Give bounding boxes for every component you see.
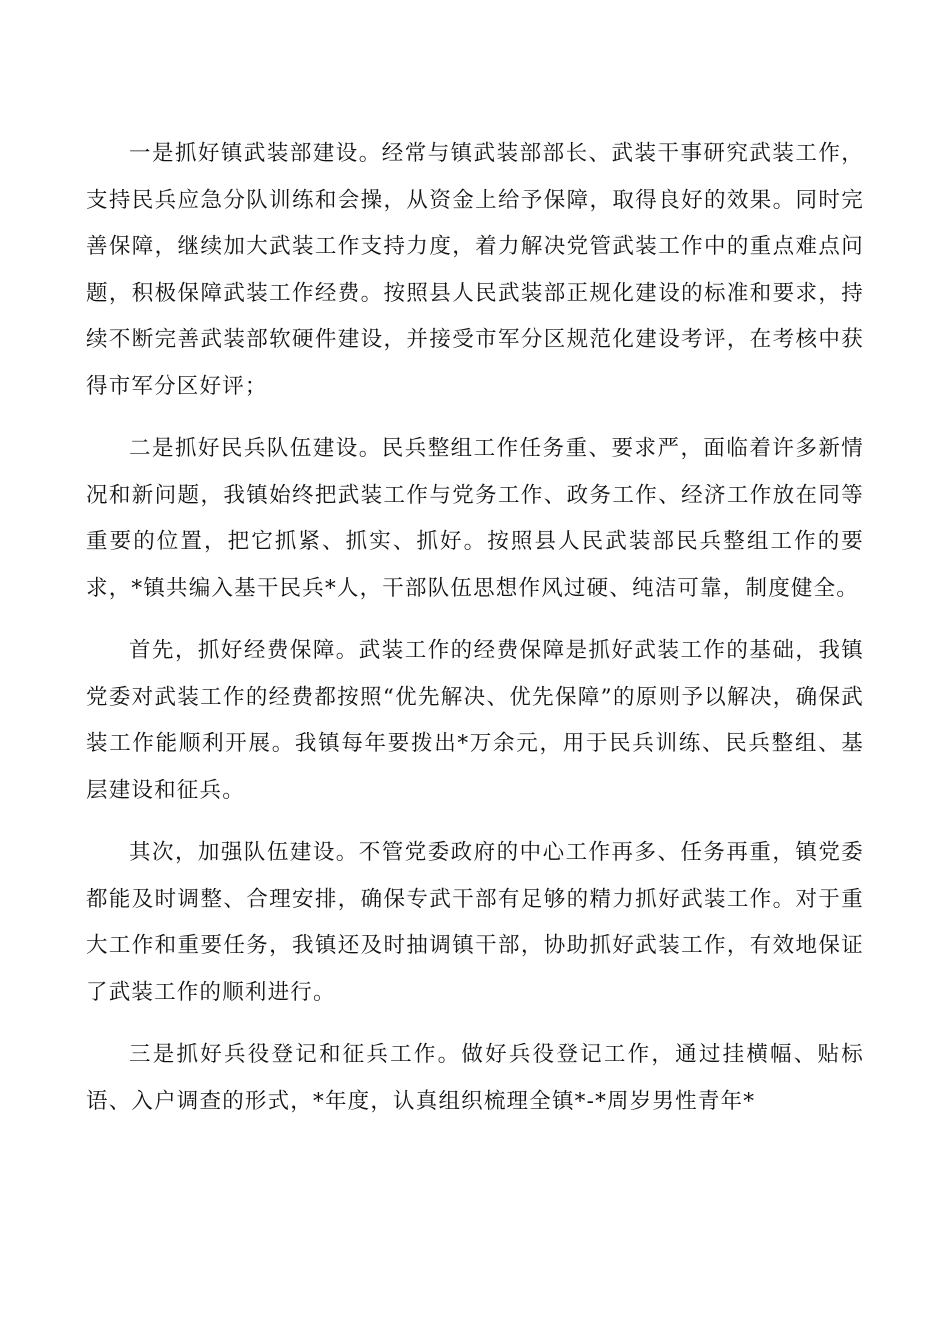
paragraph-military-registration: 三是抓好兵役登记和征兵工作。做好兵役登记工作，通过挂横幅、贴标语、入户调查的形式，*年度，认真组织梳理全镇*-*周岁男性青年* [86, 1042, 864, 1114]
paragraph-team-building: 其次，加强队伍建设。不管党委政府的中心工作再多、任务再重，镇党委都能及时调整、合理安排，确保专武干部有足够的精力抓好武装工作。对于重大工作和重要任务，我镇还及时抽调镇干部，协助抓好武装工作，有效地保证了武装工作的顺利进行。 [86, 840, 864, 1005]
document-body [86, 131, 864, 1141]
paragraph-armed-forces-department: 一是抓好镇武装部建设。经常与镇武装部部长、武装干事研究武装工作，支持民兵应急分队训练和会操，从资金上给予保障，取得良好的效果。同时完善保障，继续加大武装工作支持力度，着力解决党管武装工作中的重点难点问题，积极保障武装工作经费。按照县人民武装部正规化建设的标准和要求，持续不断完善武装部软硬件建设，并接受市军分区规范化建设考评，在考核中获得市军分区好评； [86, 141, 864, 399]
paragraph-militia-team: 二是抓好民兵队伍建设。民兵整组工作任务重、要求严，面临着许多新情况和新问题，我镇始终把武装工作与党务工作、政务工作、经济工作放在同等重要的位置，把它抓紧、抓实、抓好。按照县人民武装部民兵整组工作的要求，*镇共编入基干民兵*人，干部队伍思想作风过硬、纯洁可靠，制度健全。 [86, 436, 864, 601]
paragraph-funding-guarantee: 首先，抓好经费保障。武装工作的经费保障是抓好武装工作的基础，我镇党委对武装工作的经费都按照“优先解决、优先保障”的原则予以解决，确保武装工作能顺利开展。我镇每年要拨出*万余元，用于民兵训练、民兵整组、基层建设和征兵。 [86, 638, 864, 803]
